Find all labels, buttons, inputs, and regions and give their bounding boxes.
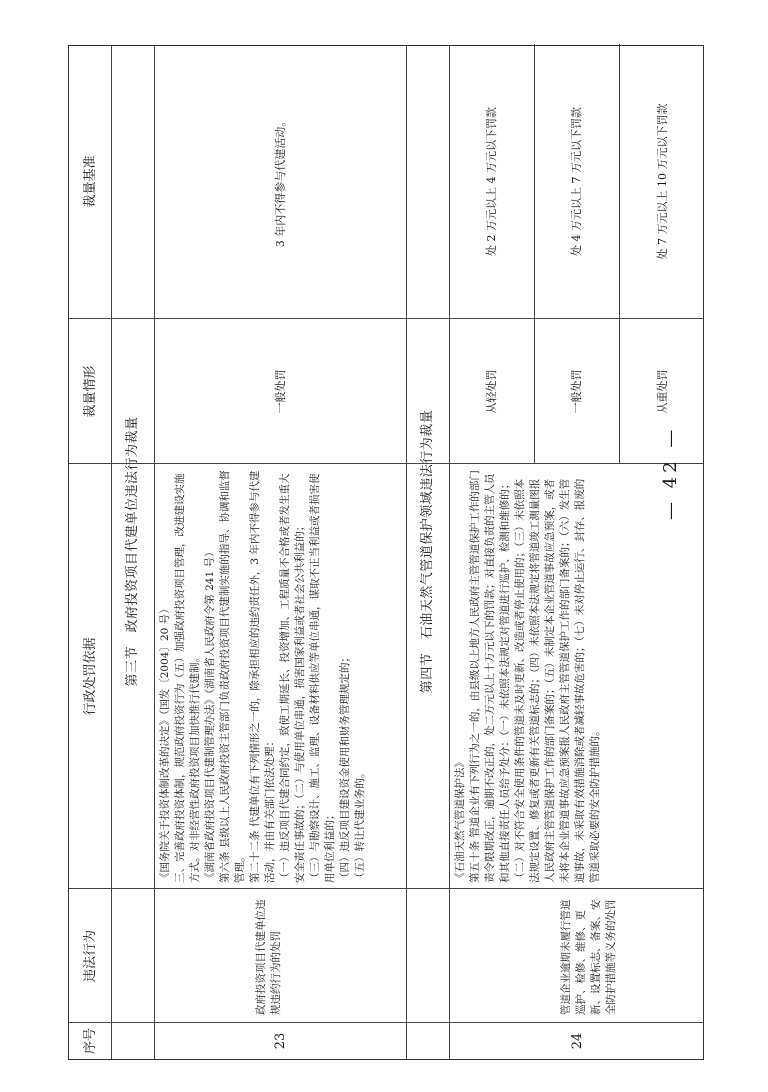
basis-line: 三、完善政府投资体制，规范政府投资行为（五）加强政府投资项目管理，改进建设实施方式。对非经营性政府投资项目加快推行代建制。 [174, 473, 201, 883]
header-circumstance: 裁量情形 [82, 365, 98, 418]
basis-line: （二）对不符合安全使用条件的管道未及时更新、改造或者停止使用的；（三）未依照本法规定设置、修复或者更新有关管道标志的；（四）未依照本法规定将管道竣工测量图报人民政府主管管道保护工作的部门备案的；（五）未制定本企业管道事故应急预案，或者未将本企业管道事故应急预案报人民政府主管管道保护工作的部门备案的；（六）发生管道事故，未采取有效措施消除或者减轻事故危害的；（七）未对停止运行、封存、报废的管道采取必要的安全防护措施的。 [514, 478, 601, 883]
basis-line: 《湖南省政府投资项目代建制管理办法》（湖南省人民政府令第 241 号） [204, 546, 216, 883]
tier-1-standard: 处 2 万元以上 4 万元以下罚款 [485, 107, 498, 256]
row-23-basis [154, 464, 406, 889]
row-24-seq: 24 [569, 1032, 585, 1050]
page-number: — 42 — [660, 425, 681, 520]
basis-line: （四）违反项目建设资金使用和财务管理规定的； [339, 652, 351, 883]
tier-1-circumstance: 从轻处罚 [485, 369, 498, 414]
row-24-basis [449, 464, 705, 889]
rotated-table-area [68, 45, 704, 1060]
section-4-title: 第四节 石油天然气管道保护领域违法行为裁量 [420, 409, 435, 694]
header-behavior: 违法行为 [82, 930, 98, 983]
basis-line: 第二十二条 代建单位有下列情形之一的，除承担相应的违约责任外，3 年内不得参与代建活动，并由有关部门依法处理： [249, 470, 276, 883]
row-23-circumstance: 一般处罚 [273, 369, 287, 414]
basis-line: 《国务院关于投资体制改革的决定》（国发〔2004〕20 号） [159, 603, 171, 883]
row-23-seq: 23 [272, 1032, 288, 1050]
row-24-behavior: 管道企业逾期未履行管道巡护、检修、维修、更新、设置标志、备案、安全防护措施等义务的处罚 [560, 899, 617, 1015]
header-standard: 裁量基准 [82, 155, 98, 208]
basis-line: （一）违反项目代建合同约定，致使工期延长、投资增加、工程质量不合格或者发生重大安全责任事故的；（二）与使用单位串通，损害国家利益或者社会公共利益的； [279, 473, 306, 883]
tier-2-standard: 处 4 万元以上 7 万元以下罚款 [570, 107, 583, 256]
penalty-table [68, 45, 704, 1060]
row-23-standard: 3 年内不得参与代建活动。 [273, 115, 287, 248]
row-23-behavior: 政府投资项目代建单位违规违约行为的处罚 [255, 899, 282, 1015]
tier-3-standard: 处 7 万元以上 10 万元以下罚款 [655, 103, 669, 260]
basis-line: 第六条 县级以上人民政府投资主管部门负责政府投资项目代建制实施的指导、协调和监督管理。 [219, 470, 246, 883]
basis-line: 《石油天然气管道保护法》 [454, 757, 466, 883]
basis-line: （五）转让代建业务的。 [354, 767, 366, 883]
row-24-tiers [449, 44, 705, 464]
basis-line: （三）与勘察设计、施工、监理、设备材料供应等单位串通，谋取不正当利益或者损害使用单位利益的； [309, 473, 336, 883]
section-3-title: 第三节 政府投资项目代建单位违法行为裁量 [125, 416, 140, 687]
header-seq: 序号 [82, 1028, 98, 1055]
basis-line: 第五十条 管道企业有下列行为之一的，由县级以上地方人民政府主管管道保护工作的部门责令限期改正，逾期不改正的，处二万元以上十万元以下的罚款；对直接负责的主管人员和其他直接责任人员给予处分：（一）未依照本法规定对管道进行巡护、检测和维修的； [469, 470, 511, 883]
tier-3-circumstance: 从重处罚 [655, 369, 669, 414]
tier-2-circumstance: 一般处罚 [570, 369, 583, 414]
header-basis: 行政处罚依据 [82, 637, 98, 716]
